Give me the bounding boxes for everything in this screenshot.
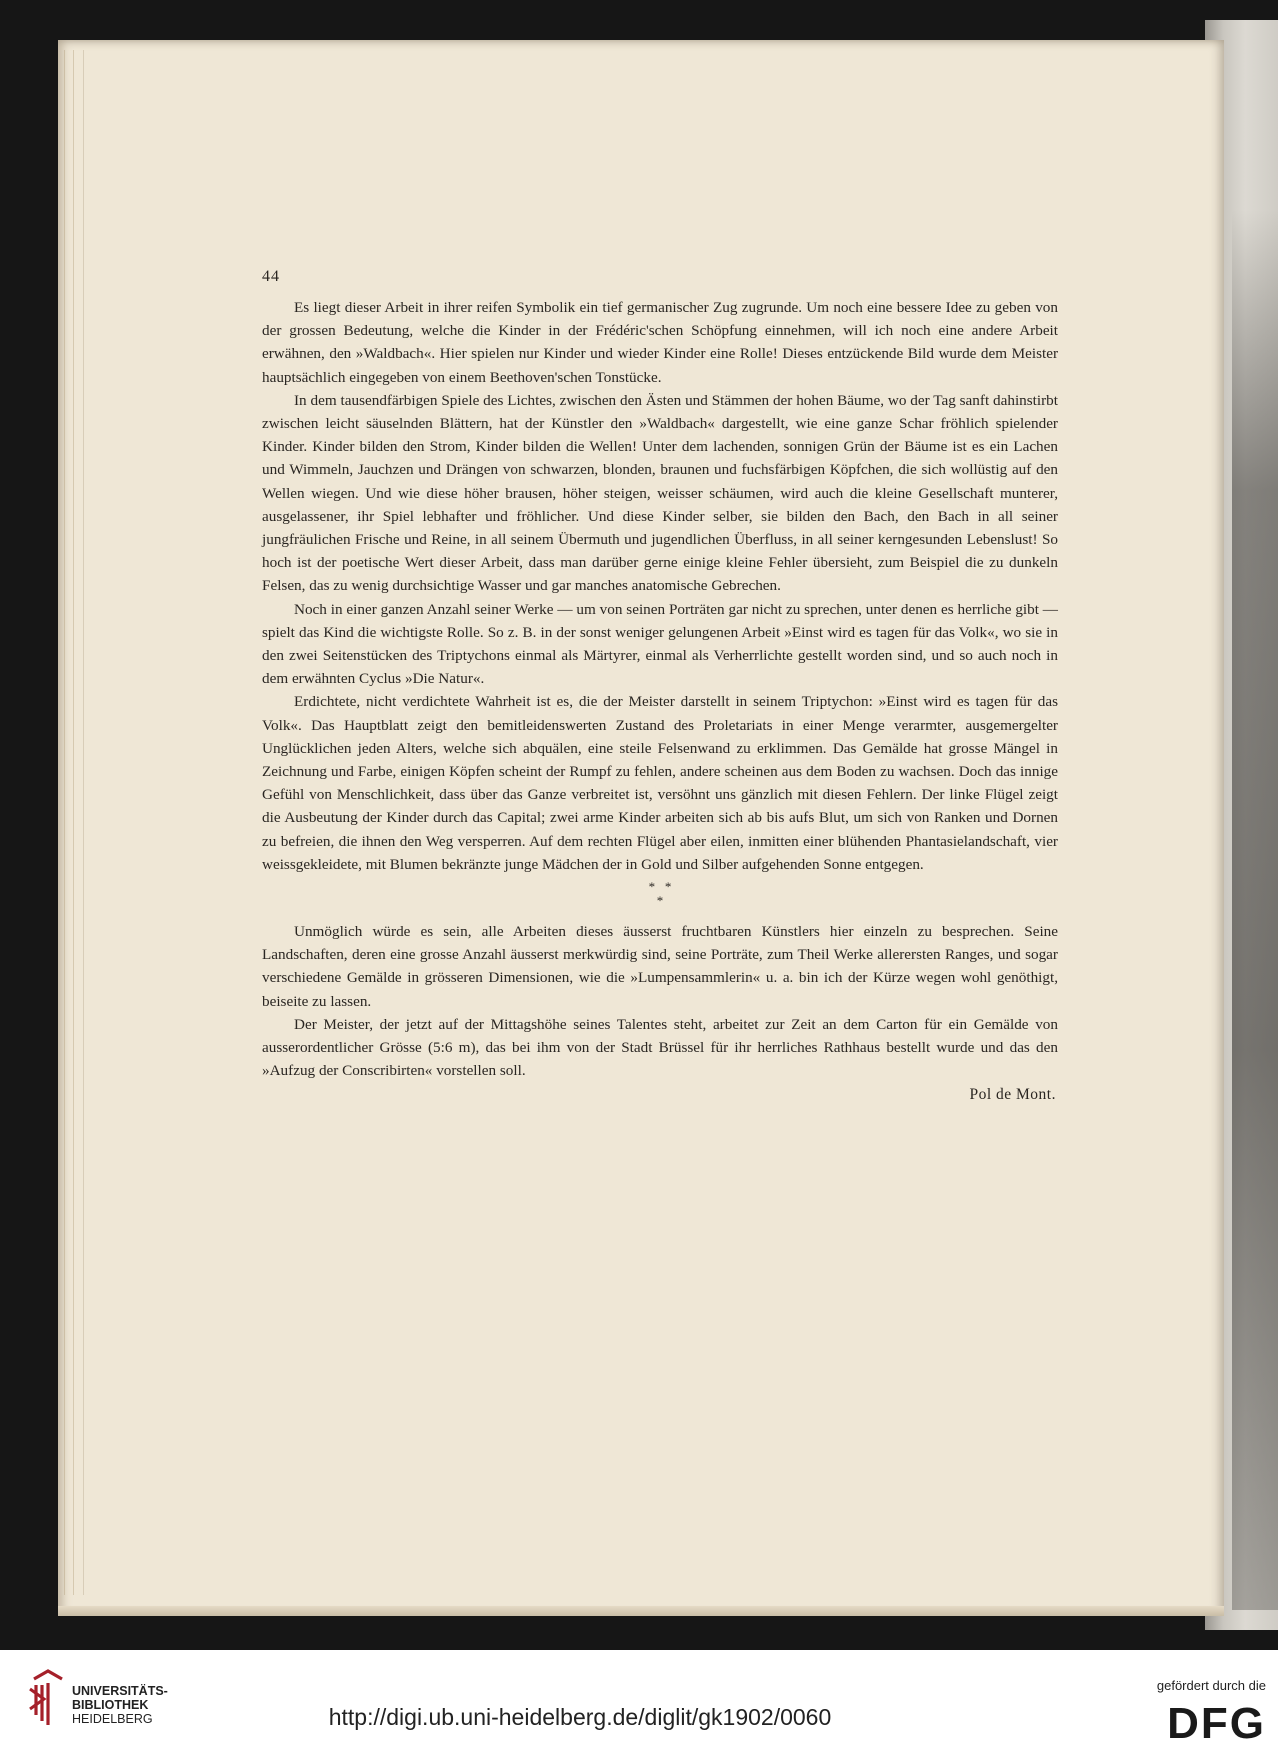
page-bottom-edge xyxy=(58,1606,1224,1616)
paragraph-1: Es liegt dieser Arbeit in ihrer reifen Symbolik ein tief germanischer Zug zugrunde. Um noch eine bessere Idee zu geben von der grossen Bedeutung, welche die Kinder in der Frédéric'schen Schöpfung einnehmen, will ich noch eine andere Arbeit erwähnen, den »Waldbach«. Hier spielen nur Kinder und wieder Kinder eine Rolle! Dieses entzückende Bild wurde dem Meister hauptsächlich eingegeben von einem Beethoven'schen Tonstücke. xyxy=(262,299,1058,386)
page-number: 44 xyxy=(262,268,280,285)
asterism-top: * * xyxy=(648,879,672,895)
viewer-footer xyxy=(0,1650,1278,1753)
paragraph-5: Unmöglich würde es sein, alle Arbeiten dieses äusserst fruchtbaren Künstlers hier einzeln zu besprechen. Seine Landschaften, deren eine grosse Anzahl äusserst merkwürdig sind, seine Porträte, zum Theil Werke allerersten Ranges, und sogar verschiedene Gemälde in grösseren Dimensionen, wie die »Lumpensammlerin« u. a. bin ich der Kürze wegen wohl genöthigt, beiseite zu lassen. xyxy=(262,923,1058,1010)
asterism-divider xyxy=(262,880,1058,912)
library-name-line-3: HEIDELBERG xyxy=(72,1712,153,1726)
funding-note: gefördert durch die xyxy=(1156,1678,1266,1693)
adjacent-page-shadow xyxy=(1232,210,1278,1610)
university-library-logo-icon xyxy=(24,1667,72,1729)
paragraph-3: Noch in einer ganzen Anzahl seiner Werke — um von seinen Porträten gar nicht zu sprechen, unter denen es herrliche gibt — spielt das Kind die wichtigste Rolle. So z. B. in der sonst weniger gelungenen Arbeit »Einst wird es tagen für das Volk«, wo sie in den zwei Seitenstücken des Triptychons einmal als Märtyrer, einmal als Verherrlichte gestellt worden sind, und so auch noch in dem erwähnten Cyclus »Die Natur«. xyxy=(262,600,1058,688)
page-stack-edge xyxy=(64,50,84,1595)
paragraph-4: Erdichtete, nicht verdichtete Wahrheit ist es, die der Meister darstellt in seinem Triptychon: »Einst wird es tagen für das Volk«. Das Hauptblatt zeigt den bemitleidenswerten Zustand des Proletariats in einer Menge verarmter, ausgemergelter Unglücklichen jeden Alters, welche sich abquälen, eine steile Felsenwand zu erklimmen. Das Gemälde hat grosse Mängel in Zeichnung und Farbe, einigen Köpfen scheint der Rumpf zu fehlen, andere scheinen aus dem Boden zu wachsen. Doch das innige Gefühl von Menschlichkeit, dass über das Ganze verbreitet ist, versöhnt uns gänzlich mit diesen Fehlern. Der linke Flügel zeigt die Ausbeutung der Kinder durch das Capital; zwei arme Kinder arbeiten sich ab bis aufs Blut, um sich von Ranken und Dornen zu befreien, die ihnen den Weg versperren. Auf dem rechten Flügel aber eilen, inmitten einer blühenden Phantasielandschaft, vier weissgekleidete, mit Blumen bekränzte junge Mädchen der in Gold und Silber aufgehenden Sonne entgegen. xyxy=(262,693,1058,873)
body-text xyxy=(262,296,1058,1106)
university-library-name xyxy=(72,1684,168,1726)
author-signature: Pol de Mont. xyxy=(969,1085,1056,1103)
paragraph-2: In dem tausendfärbigen Spiele des Lichtes, zwischen den Ästen und Stämmen der hohen Bäume, wo der Tag sanft dahinstirbt zwischen leicht säuselnden Blättern, hat der Künstler den »Waldbach« dargestellt, wie eine ganze Schar fröhlich spielender Kinder. Kinder bilden den Strom, Kinder bilden die Wellen! Unter dem lachenden, sonnigen Grün der Bäume ist es ein Lachen und Wimmeln, Jauchzen und Drängen von schwarzen, blonden, braunen und fuchsfärbigen Köpfchen, die sich wollüstig auf den Wellen wiegen. Und wie diese höher brausen, höher steigen, weisser schäumen, wird auch die kleine Gesellschaft munterer, ausgelassener, ihr Spiel lebhafter und fröhlicher. Und diese Kinder selber, sie bilden den Bach, den Bach in all seiner jungfräulichen Frische und Reine, in all seinem Übermuth und jugendlichen Überfluss, in all seiner kerngesunden Lebenslust! So hoch ist der poetische Wert dieser Arbeit, dass man darüber gerne einige kleine Fehler übersieht, zum Beispiel die zu dunkeln Felsen, das zu wenig durchsichtige Wasser und gar manches anatomische Gebrechen. xyxy=(262,391,1058,595)
dfg-logo: DFG xyxy=(1167,1699,1266,1748)
asterism-bottom: * xyxy=(656,893,664,909)
library-name-line-1: UNIVERSITÄTS- xyxy=(72,1684,168,1698)
document-permalink[interactable]: http://digi.ub.uni-heidelberg.de/diglit/gk1902/0060 xyxy=(328,1704,832,1730)
paragraph-6: Der Meister, der jetzt auf der Mittagshöhe seines Talentes steht, arbeitet zur Zeit an dem Carton für ein Gemälde von ausserordentlicher Grösse (5:6 m), das bei ihm von der Stadt Brüssel für ihr herrliches Rathhaus bestellt wurde und das den »Aufzug der Conscribirten« vorstellen soll. xyxy=(262,1015,1058,1080)
library-name-line-2: BIBLIOTHEK xyxy=(72,1698,149,1712)
